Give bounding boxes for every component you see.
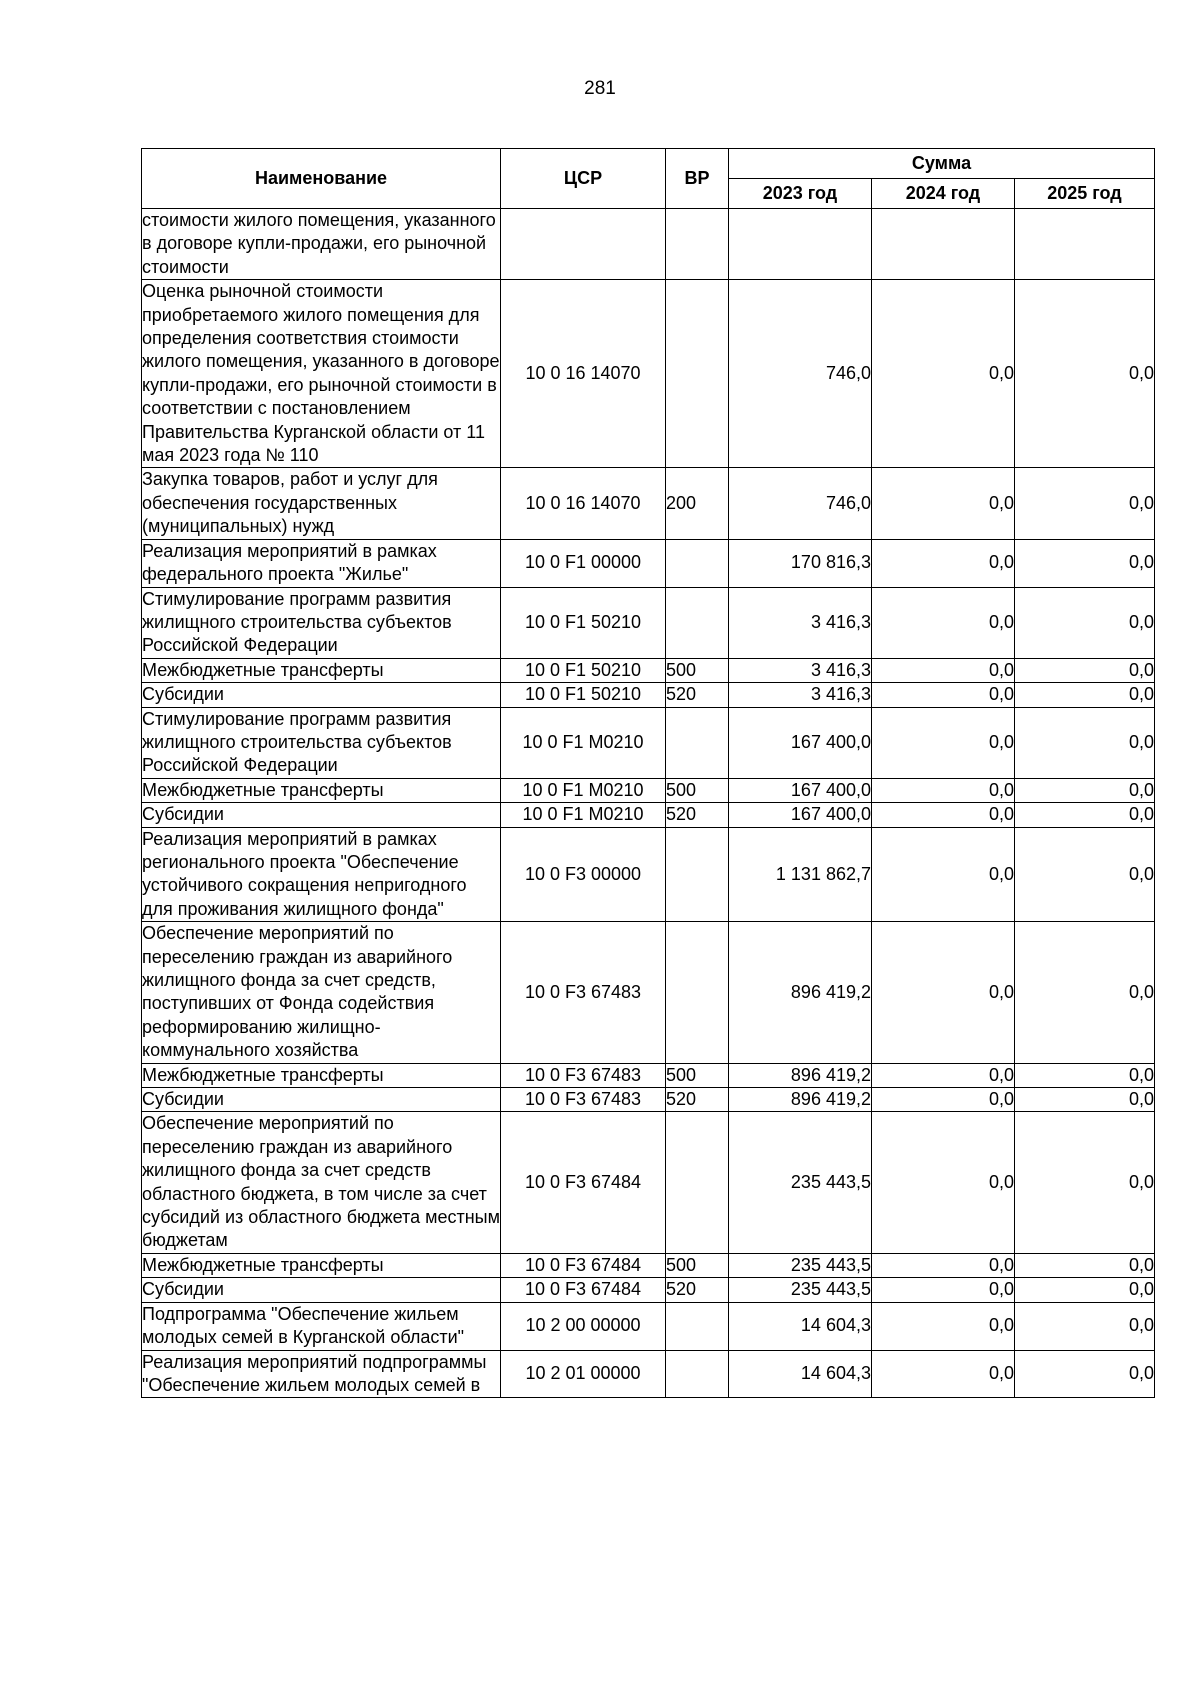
cell-name: Обеспечение мероприятий по переселению граждан из аварийного жилищного фонда за счет средств, поступивших от Фонда содействия реформированию жилищно-коммунального хозяйства bbox=[142, 922, 501, 1063]
cell-2025: 0,0 bbox=[1015, 827, 1155, 922]
table-row bbox=[142, 209, 1155, 280]
cell-csr: 10 0 F3 00000 bbox=[501, 827, 666, 922]
cell-vr: 500 bbox=[666, 778, 729, 802]
cell-2024: 0,0 bbox=[872, 827, 1015, 922]
cell-csr: 10 0 F3 67484 bbox=[501, 1278, 666, 1302]
header-csr: ЦСР bbox=[501, 149, 666, 209]
cell-2024: 0,0 bbox=[872, 1350, 1015, 1398]
cell-2024: 0,0 bbox=[872, 803, 1015, 827]
cell-2025: 0,0 bbox=[1015, 1278, 1155, 1302]
cell-csr: 10 2 00 00000 bbox=[501, 1302, 666, 1350]
table-row bbox=[142, 803, 1155, 827]
cell-csr: 10 0 F1 M0210 bbox=[501, 707, 666, 778]
cell-2023: 3 416,3 bbox=[729, 683, 872, 707]
table-row bbox=[142, 707, 1155, 778]
cell-name: Подпрограмма "Обеспечение жильем молодых семей в Курганской области" bbox=[142, 1302, 501, 1350]
cell-2024: 0,0 bbox=[872, 468, 1015, 539]
cell-2025: 0,0 bbox=[1015, 1112, 1155, 1253]
cell-vr bbox=[666, 922, 729, 1063]
header-sum: Сумма bbox=[729, 149, 1155, 179]
cell-2023: 167 400,0 bbox=[729, 707, 872, 778]
cell-2024: 0,0 bbox=[872, 658, 1015, 682]
table-row bbox=[142, 1112, 1155, 1253]
table-row bbox=[142, 778, 1155, 802]
cell-2023: 3 416,3 bbox=[729, 658, 872, 682]
budget-table bbox=[141, 148, 1155, 1398]
cell-2025: 0,0 bbox=[1015, 1088, 1155, 1112]
cell-csr: 10 0 F3 67483 bbox=[501, 1063, 666, 1087]
cell-2023: 896 419,2 bbox=[729, 922, 872, 1063]
cell-name: Субсидии bbox=[142, 803, 501, 827]
cell-vr bbox=[666, 1112, 729, 1253]
cell-2025: 0,0 bbox=[1015, 587, 1155, 658]
cell-2025: 0,0 bbox=[1015, 707, 1155, 778]
cell-vr bbox=[666, 1302, 729, 1350]
cell-2024: 0,0 bbox=[872, 587, 1015, 658]
cell-name: Оценка рыночной стоимости приобретаемого жилого помещения для определения соответствия стоимости жилого помещения, указанного в договоре купли-продажи, его рыночной стоимости в соответствии с постановлением Правительства Курганской области от 11 мая 2023 года № 110 bbox=[142, 280, 501, 468]
cell-csr bbox=[501, 209, 666, 280]
cell-2025: 0,0 bbox=[1015, 778, 1155, 802]
cell-name: Межбюджетные трансферты bbox=[142, 778, 501, 802]
table-row bbox=[142, 1063, 1155, 1087]
header-year-2025: 2025 год bbox=[1015, 179, 1155, 209]
cell-csr: 10 0 F3 67484 bbox=[501, 1253, 666, 1277]
cell-2024: 0,0 bbox=[872, 778, 1015, 802]
cell-vr: 500 bbox=[666, 658, 729, 682]
cell-vr: 500 bbox=[666, 1063, 729, 1087]
cell-csr: 10 0 16 14070 bbox=[501, 280, 666, 468]
cell-name: Межбюджетные трансферты bbox=[142, 1063, 501, 1087]
cell-2024: 0,0 bbox=[872, 1253, 1015, 1277]
cell-csr: 10 0 F3 67483 bbox=[501, 922, 666, 1063]
cell-csr: 10 0 F1 50210 bbox=[501, 658, 666, 682]
cell-2024: 0,0 bbox=[872, 1278, 1015, 1302]
cell-2025 bbox=[1015, 209, 1155, 280]
cell-vr bbox=[666, 707, 729, 778]
cell-2023: 896 419,2 bbox=[729, 1063, 872, 1087]
cell-2024: 0,0 bbox=[872, 1063, 1015, 1087]
cell-2025: 0,0 bbox=[1015, 922, 1155, 1063]
cell-2023: 235 443,5 bbox=[729, 1278, 872, 1302]
table-row bbox=[142, 1088, 1155, 1112]
cell-vr: 520 bbox=[666, 803, 729, 827]
cell-name: Реализация мероприятий подпрограммы "Обеспечение жильем молодых семей в bbox=[142, 1350, 501, 1398]
table-row bbox=[142, 658, 1155, 682]
cell-name: Реализация мероприятий в рамках федерального проекта "Жилье" bbox=[142, 539, 501, 587]
cell-vr: 520 bbox=[666, 683, 729, 707]
cell-name: Субсидии bbox=[142, 1278, 501, 1302]
cell-2023: 1 131 862,7 bbox=[729, 827, 872, 922]
cell-2023: 235 443,5 bbox=[729, 1253, 872, 1277]
cell-2025: 0,0 bbox=[1015, 803, 1155, 827]
cell-name: Стимулирование программ развития жилищного строительства субъектов Российской Федерации bbox=[142, 707, 501, 778]
cell-vr: 200 bbox=[666, 468, 729, 539]
cell-csr: 10 0 F3 67483 bbox=[501, 1088, 666, 1112]
cell-2024: 0,0 bbox=[872, 707, 1015, 778]
table-row bbox=[142, 1350, 1155, 1398]
cell-name: Закупка товаров, работ и услуг для обеспечения государственных (муниципальных) нужд bbox=[142, 468, 501, 539]
cell-2025: 0,0 bbox=[1015, 280, 1155, 468]
cell-2024: 0,0 bbox=[872, 1088, 1015, 1112]
cell-2023: 167 400,0 bbox=[729, 778, 872, 802]
cell-vr: 500 bbox=[666, 1253, 729, 1277]
cell-vr bbox=[666, 280, 729, 468]
cell-2024: 0,0 bbox=[872, 922, 1015, 1063]
cell-2025: 0,0 bbox=[1015, 1253, 1155, 1277]
cell-2025: 0,0 bbox=[1015, 1063, 1155, 1087]
table-row bbox=[142, 922, 1155, 1063]
cell-name: Субсидии bbox=[142, 1088, 501, 1112]
cell-2023: 746,0 bbox=[729, 468, 872, 539]
cell-csr: 10 0 F1 50210 bbox=[501, 683, 666, 707]
table-row bbox=[142, 1302, 1155, 1350]
cell-vr bbox=[666, 1350, 729, 1398]
cell-2025: 0,0 bbox=[1015, 1302, 1155, 1350]
cell-2024 bbox=[872, 209, 1015, 280]
cell-vr: 520 bbox=[666, 1278, 729, 1302]
header-name: Наименование bbox=[142, 149, 501, 209]
header-vr: ВР bbox=[666, 149, 729, 209]
cell-csr: 10 2 01 00000 bbox=[501, 1350, 666, 1398]
page-number: 281 bbox=[584, 78, 616, 99]
cell-2023: 896 419,2 bbox=[729, 1088, 872, 1112]
cell-2025: 0,0 bbox=[1015, 468, 1155, 539]
cell-2024: 0,0 bbox=[872, 1302, 1015, 1350]
cell-vr bbox=[666, 827, 729, 922]
cell-csr: 10 0 F3 67484 bbox=[501, 1112, 666, 1253]
cell-2025: 0,0 bbox=[1015, 683, 1155, 707]
table-row bbox=[142, 1278, 1155, 1302]
cell-2025: 0,0 bbox=[1015, 1350, 1155, 1398]
cell-2023: 167 400,0 bbox=[729, 803, 872, 827]
cell-2025: 0,0 bbox=[1015, 658, 1155, 682]
header-year-2024: 2024 год bbox=[872, 179, 1015, 209]
cell-2023: 14 604,3 bbox=[729, 1350, 872, 1398]
cell-csr: 10 0 F1 M0210 bbox=[501, 778, 666, 802]
cell-name: Субсидии bbox=[142, 683, 501, 707]
table-row bbox=[142, 468, 1155, 539]
table-header bbox=[142, 149, 1155, 209]
table-row bbox=[142, 539, 1155, 587]
cell-2023: 3 416,3 bbox=[729, 587, 872, 658]
cell-2023: 235 443,5 bbox=[729, 1112, 872, 1253]
cell-vr bbox=[666, 587, 729, 658]
header-year-2023: 2023 год bbox=[729, 179, 872, 209]
cell-name: стоимости жилого помещения, указанного в договоре купли-продажи, его рыночной стоимости bbox=[142, 209, 501, 280]
cell-2025: 0,0 bbox=[1015, 539, 1155, 587]
table-row bbox=[142, 827, 1155, 922]
cell-2023 bbox=[729, 209, 872, 280]
cell-csr: 10 0 16 14070 bbox=[501, 468, 666, 539]
cell-name: Обеспечение мероприятий по переселению граждан из аварийного жилищного фонда за счет средств областного бюджета, в том числе за счет субсидий из областного бюджета местным бюджетам bbox=[142, 1112, 501, 1253]
cell-2023: 14 604,3 bbox=[729, 1302, 872, 1350]
cell-2024: 0,0 bbox=[872, 539, 1015, 587]
cell-csr: 10 0 F1 M0210 bbox=[501, 803, 666, 827]
cell-2024: 0,0 bbox=[872, 280, 1015, 468]
cell-csr: 10 0 F1 50210 bbox=[501, 587, 666, 658]
table-row bbox=[142, 280, 1155, 468]
cell-name: Стимулирование программ развития жилищного строительства субъектов Российской Федерации bbox=[142, 587, 501, 658]
cell-2023: 746,0 bbox=[729, 280, 872, 468]
table-row bbox=[142, 1253, 1155, 1277]
cell-2024: 0,0 bbox=[872, 1112, 1015, 1253]
cell-name: Межбюджетные трансферты bbox=[142, 1253, 501, 1277]
cell-2024: 0,0 bbox=[872, 683, 1015, 707]
cell-2023: 170 816,3 bbox=[729, 539, 872, 587]
cell-vr bbox=[666, 539, 729, 587]
cell-vr bbox=[666, 209, 729, 280]
table-body bbox=[142, 209, 1155, 1398]
table-row bbox=[142, 587, 1155, 658]
cell-csr: 10 0 F1 00000 bbox=[501, 539, 666, 587]
cell-name: Межбюджетные трансферты bbox=[142, 658, 501, 682]
cell-name: Реализация мероприятий в рамках регионального проекта "Обеспечение устойчивого сокращения непригодного для проживания жилищного фонда" bbox=[142, 827, 501, 922]
cell-vr: 520 bbox=[666, 1088, 729, 1112]
table-row bbox=[142, 683, 1155, 707]
